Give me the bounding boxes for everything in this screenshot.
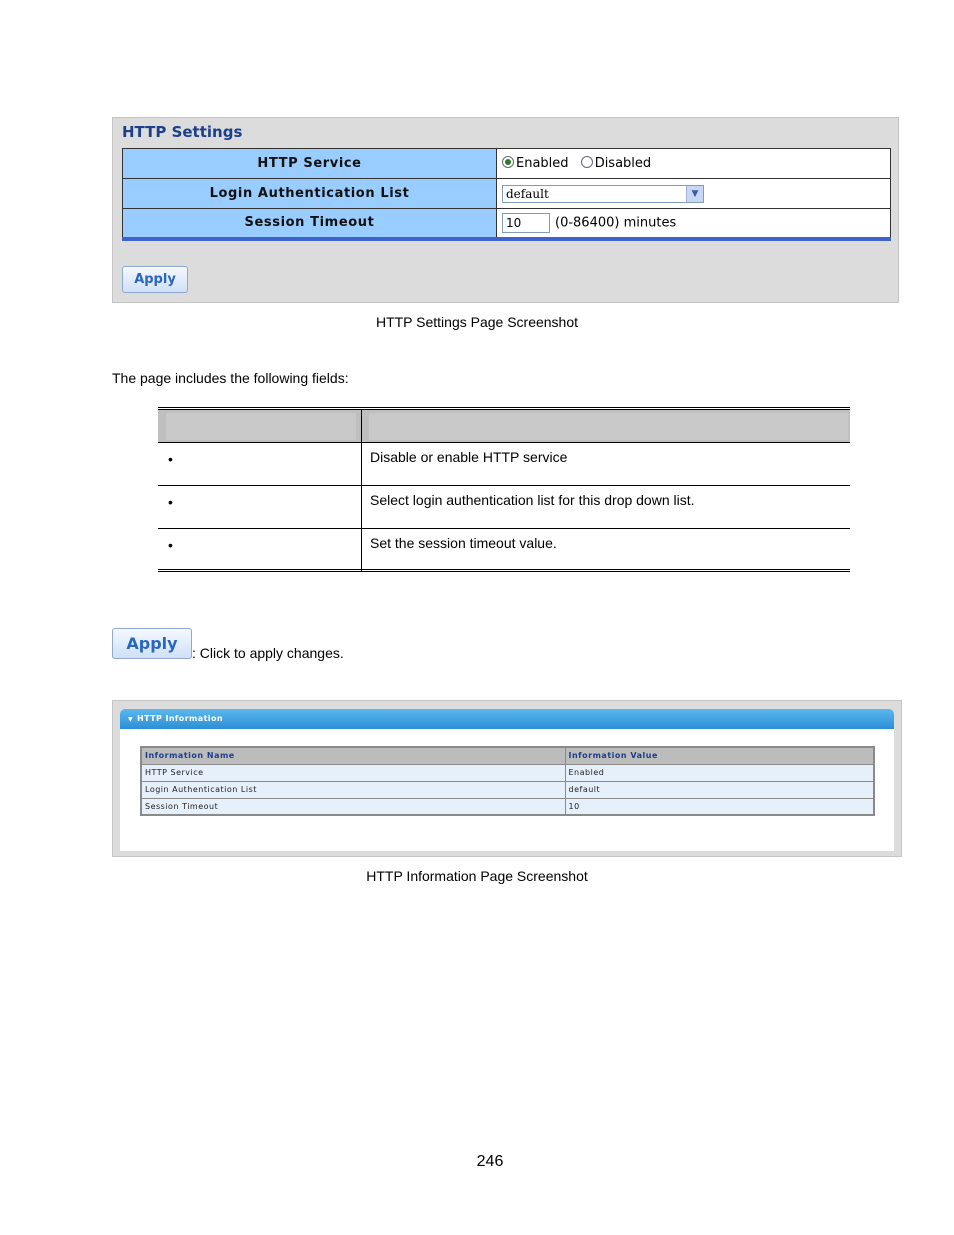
- enabled-label: Enabled: [516, 156, 569, 171]
- http-service-options: [497, 149, 891, 179]
- column-divider: [361, 443, 362, 485]
- fields-table-header: [158, 410, 850, 443]
- col-information-value: Information Value: [565, 747, 874, 764]
- table-row: [141, 798, 874, 815]
- info-table: [140, 746, 875, 816]
- fields-table: [158, 407, 850, 572]
- disabled-radio[interactable]: [581, 156, 593, 168]
- session-timeout-hint: (0-86400) minutes: [555, 215, 677, 231]
- label-session-timeout: Session Timeout: [123, 209, 497, 239]
- session-timeout-cell: [497, 209, 891, 239]
- info-name: Session Timeout: [141, 798, 565, 815]
- caption-settings: HTTP Settings Page Screenshot: [375, 314, 579, 330]
- settings-table: [122, 148, 891, 241]
- page-number: 246: [476, 1153, 504, 1170]
- col-information-name: Information Name: [141, 747, 565, 764]
- enabled-radio[interactable]: [502, 156, 514, 168]
- bullet: •: [168, 451, 173, 467]
- caption-info: HTTP Information Page Screenshot: [366, 868, 588, 884]
- info-value: 10: [565, 798, 874, 815]
- info-value: Enabled: [565, 764, 874, 781]
- row-description: Disable or enable HTTP service: [370, 449, 568, 465]
- table-row: [141, 764, 874, 781]
- info-table-header-row: [141, 747, 874, 764]
- label-login-auth-list: Login Authentication List: [123, 179, 497, 209]
- bullet: •: [168, 494, 173, 510]
- login-auth-select[interactable]: [502, 185, 704, 203]
- apply-button-large[interactable]: Apply: [112, 628, 192, 659]
- row-description: Set the session timeout value.: [370, 535, 557, 551]
- disabled-label: Disabled: [594, 156, 652, 171]
- header-cell-description: [369, 413, 848, 440]
- collapse-triangle-icon[interactable]: ▼: [128, 716, 134, 723]
- table-row: [158, 443, 850, 486]
- info-value: default: [565, 781, 874, 798]
- header-cell-object: [166, 413, 356, 440]
- chevron-down-icon[interactable]: ▼: [686, 186, 703, 202]
- column-divider: [361, 410, 362, 442]
- apply-button[interactable]: Apply: [122, 266, 188, 293]
- table-row: [158, 529, 850, 572]
- login-auth-cell: [497, 179, 891, 209]
- http-information-panel: [112, 700, 902, 857]
- label-http-service: HTTP Service: [123, 149, 497, 179]
- info-panel-inner: [120, 709, 894, 851]
- row-description: Select login authentication list for this drop down list.: [370, 492, 695, 508]
- row-login-auth-list: [123, 179, 891, 209]
- table-row: [158, 486, 850, 529]
- row-session-timeout: [123, 209, 891, 239]
- login-auth-selected: default: [506, 186, 549, 201]
- apply-note-text: : Click to apply changes.: [192, 645, 344, 661]
- info-name: Login Authentication List: [141, 781, 565, 798]
- session-timeout-input[interactable]: 10: [502, 213, 550, 233]
- info-name: HTTP Service: [141, 764, 565, 781]
- info-panel-title: HTTP Information: [137, 714, 223, 723]
- http-settings-panel: [112, 117, 899, 303]
- info-panel-header[interactable]: [120, 709, 894, 729]
- intro-text: The page includes the following fields:: [112, 370, 349, 386]
- column-divider: [361, 529, 362, 572]
- column-divider: [361, 486, 362, 528]
- bullet: •: [168, 537, 173, 553]
- row-http-service: [123, 149, 891, 179]
- settings-title: HTTP Settings: [122, 123, 243, 141]
- table-row: [141, 781, 874, 798]
